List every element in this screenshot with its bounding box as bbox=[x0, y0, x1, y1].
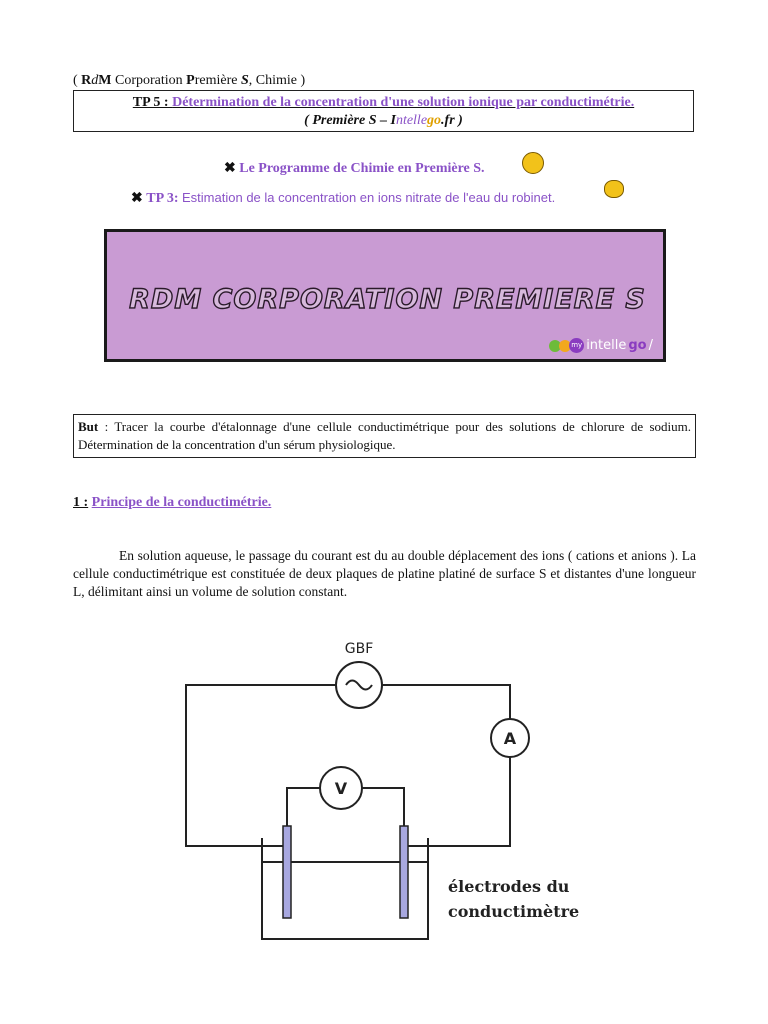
tp-title-link[interactable]: Détermination de la concentration d'une solution ionique par conductimétrie. bbox=[172, 95, 635, 110]
tp-title-line bbox=[74, 94, 693, 112]
header-s: S bbox=[240, 73, 249, 88]
header-corporation: Corporation bbox=[111, 73, 187, 88]
electrodes-caption-1: électrodes du bbox=[448, 877, 570, 896]
tp-sub-i: I bbox=[390, 113, 396, 128]
goal-text: : Tracer la courbe d'étalonnage d'une cellule conductimétrique pour des solutions de chlorure de sodium. Détermination de la concentration d'un sérum physiologique. bbox=[78, 419, 691, 452]
cross-icon: ✖ bbox=[224, 161, 236, 176]
logo-go: go bbox=[628, 338, 647, 353]
electrode-left bbox=[283, 826, 291, 918]
gbf-label: GBF bbox=[344, 641, 374, 657]
tp-sub-go[interactable]: go bbox=[427, 113, 442, 128]
smiley-icon bbox=[522, 152, 544, 174]
logo-intelle: intelle bbox=[586, 338, 627, 353]
electrodes-caption-2: conductimètre bbox=[448, 902, 580, 921]
smiley-icon bbox=[604, 180, 624, 198]
link-programme-label[interactable]: Le Programme de Chimie en Première S. bbox=[239, 161, 485, 176]
tp-title-box bbox=[73, 90, 694, 132]
circuit-diagram bbox=[180, 636, 600, 948]
intro-paragraph bbox=[73, 547, 696, 601]
section-1-number: 1 : bbox=[73, 495, 89, 510]
header-r: R bbox=[81, 73, 92, 88]
tp-sub-fr: .fr bbox=[441, 113, 455, 128]
link-tp3-prefix[interactable]: TP 3: bbox=[146, 191, 179, 206]
header-remiere: remière bbox=[194, 73, 241, 88]
tp-sub-premiere: Première S bbox=[312, 113, 377, 128]
link-tp3[interactable] bbox=[131, 190, 555, 207]
header-p: P bbox=[186, 73, 195, 88]
section-1-heading bbox=[73, 495, 271, 511]
wire-top-right bbox=[382, 685, 510, 720]
wire-right bbox=[404, 756, 510, 846]
section-1-title: Principe de la conductimétrie. bbox=[91, 495, 272, 510]
tp-sub-ntelle[interactable]: ntelle bbox=[395, 113, 428, 128]
tp-subtitle-line bbox=[74, 112, 693, 130]
banner-image bbox=[104, 229, 666, 362]
header-line bbox=[73, 73, 305, 89]
header-d: d bbox=[91, 73, 99, 88]
tp-number: TP 5 : bbox=[132, 95, 173, 110]
goal-box bbox=[73, 414, 696, 458]
electrode-right bbox=[400, 826, 408, 918]
intro-paragraph-text: En solution aqueuse, le passage du courant est du au double déplacement des ions ( cations et anions ). La cellule conductimétrique est constituée de deux plaques de platine platiné de surface S et distantes d'une longueur L, délimitant ainsi un volume de solution constant. bbox=[73, 548, 696, 599]
header-open: ( bbox=[73, 73, 82, 88]
tp-sub-dash: – bbox=[376, 113, 391, 128]
intellego-logo bbox=[549, 338, 653, 353]
goal-label: But bbox=[78, 419, 99, 434]
link-programme[interactable] bbox=[224, 160, 485, 177]
wire-voltmeter-right bbox=[362, 788, 404, 846]
header-m: M bbox=[98, 73, 112, 88]
header-chimie: , Chimie ) bbox=[248, 73, 306, 88]
cross-icon: ✖ bbox=[131, 191, 143, 206]
tp-sub-close: ) bbox=[454, 113, 463, 128]
logo-slash: / bbox=[648, 338, 653, 353]
tp-sub-open: ( bbox=[304, 113, 313, 128]
voltmeter-label: V bbox=[334, 779, 348, 798]
logo-dot-purple: my bbox=[569, 338, 584, 353]
banner-graffiti-text: RDM CORPORATION PREMIERE S bbox=[129, 284, 646, 315]
wire-voltmeter-left bbox=[287, 788, 320, 846]
link-tp3-label[interactable]: Estimation de la concentration en ions nitrate de l'eau du robinet. bbox=[182, 190, 556, 205]
ammeter-label: A bbox=[503, 729, 517, 748]
wire-left bbox=[186, 685, 336, 846]
